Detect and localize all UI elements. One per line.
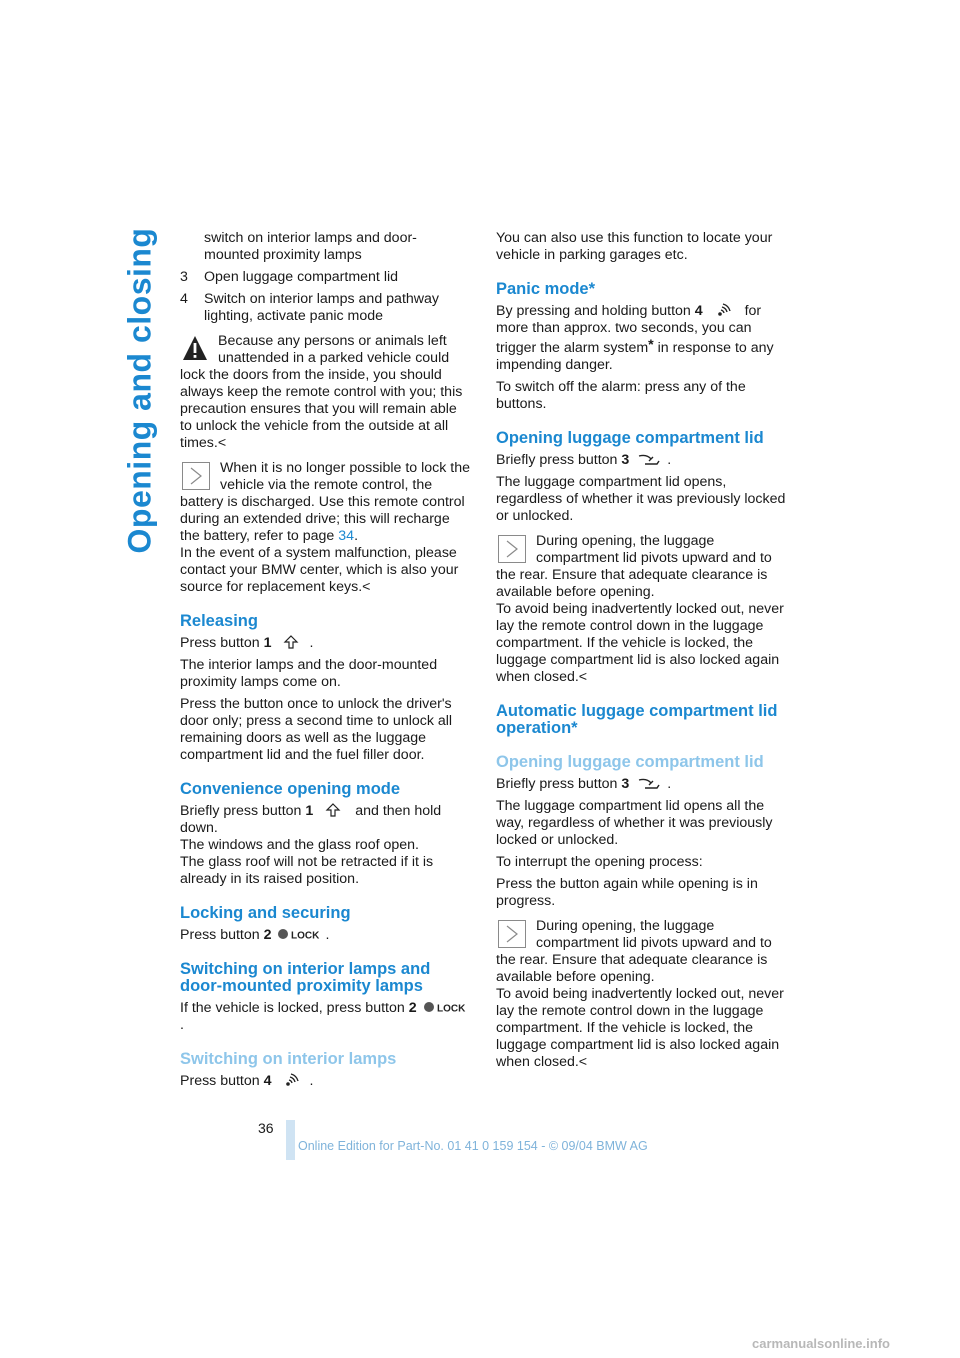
unlock-arrow-icon xyxy=(319,803,349,817)
subsection-heading-interior-lamps: Switching on interior lamps xyxy=(180,1050,397,1068)
footer-edition-text: Online Edition for Part-No. 01 41 0 159 154 - © 09/04 BMW AG xyxy=(298,1139,648,1153)
note-arrow-icon xyxy=(182,462,210,490)
signal-waves-icon xyxy=(709,303,739,317)
svg-text:LOCK: LOCK xyxy=(291,930,320,941)
paragraph: The interior lamps and the door-mounted proximity lamps come on. xyxy=(180,657,438,690)
paragraph: To switch off the alarm: press any of the buttons. xyxy=(496,379,746,412)
paragraph: You can also use this function to locate your vehicle in parking garages etc. xyxy=(496,230,773,263)
section-heading-opening-lid: Opening luggage compartment lid xyxy=(496,429,764,447)
paragraph: Press the button again while opening is in progress. xyxy=(496,876,758,909)
paragraph: By pressing and holding button 4 for more than approx. two seconds, you can trigger the alarm system* in response to any impending danger. xyxy=(496,303,774,373)
warning-note: Because any persons or animals left unattended in a parked vehicle could lock the doors from the inside, you should always keep the remote control with you; this precaution ensures that you will remain able to unlock the vehicle from the outside at all times.< xyxy=(180,333,463,451)
paragraph: Press button 4 . xyxy=(180,1073,314,1089)
watermark: carmanualsonline.info xyxy=(752,1336,890,1351)
paragraph: Briefly press button 3 . xyxy=(496,452,672,468)
section-heading-releasing: Releasing xyxy=(180,612,258,630)
list-item-continuation: switch on interior lamps and door-mounted proximity lamps xyxy=(204,230,417,263)
lock-button-icon xyxy=(423,1000,469,1014)
paragraph: Press button 1 . xyxy=(180,635,314,651)
info-note: When it is no longer possible to lock the vehicle via the remote control, the battery is discharged. Use this remote control during an extended drive; this will recharge the battery, refer to page 34. In the event of a system malfunction, please contact your BMW center, which is also your source for replacement keys.< xyxy=(180,460,470,595)
subsection-heading-opening-lid: Opening luggage compartment lid xyxy=(496,753,764,771)
section-heading-automatic-lid: Automatic luggage compartment lid operation* xyxy=(496,702,778,737)
footer-bar xyxy=(286,1120,295,1160)
right-column xyxy=(496,230,788,1079)
unlock-arrow-icon xyxy=(277,635,307,649)
svg-text:LOCK: LOCK xyxy=(436,1003,465,1014)
paragraph: Press the button once to unlock the driver's door only; press a second time to unlock all remaining doors as well as the luggage compartment lid and the fuel filler door. xyxy=(180,696,453,763)
paragraph: Briefly press button 1 and then hold down. The windows and the glass roof open. The glass roof will not be retracted if it is already in its raised position. xyxy=(180,803,442,887)
section-heading-switching-lamps: Switching on interior lamps and door-mounted proximity lamps xyxy=(180,960,431,995)
note-arrow-icon xyxy=(498,535,526,563)
paragraph: Press button 2 LOCK . xyxy=(180,927,330,943)
page-number: 36 xyxy=(258,1120,274,1136)
info-note: During opening, the luggage compartment lid pivots upward and to the rear. Ensure that adequate clearance is available before opening. To avoid being inadvertently locked out, never lay the remote control down in the luggage compartment. If the vehicle is locked, the luggage compartment lid is also locked again when closed.< xyxy=(496,533,784,685)
warning-triangle-icon xyxy=(182,335,208,361)
side-chapter-title: Opening and closing xyxy=(121,227,158,553)
trunk-open-icon xyxy=(635,776,665,790)
section-heading-convenience: Convenience opening mode xyxy=(180,780,401,798)
paragraph: The luggage compartment lid opens all the way, regardless of whether it was previously locked or unlocked. xyxy=(496,798,773,848)
paragraph: The luggage compartment lid opens, regardless of whether it was previously locked or unlocked. xyxy=(496,474,786,524)
left-column xyxy=(180,230,472,1095)
note-arrow-icon xyxy=(498,920,526,948)
trunk-open-icon xyxy=(635,452,665,466)
section-heading-locking: Locking and securing xyxy=(180,904,351,922)
paragraph: To interrupt the opening process: xyxy=(496,854,703,870)
list-item: 4 Switch on interior lamps and pathway lighting, activate panic mode xyxy=(180,291,440,324)
section-heading-panic: Panic mode* xyxy=(496,280,596,298)
signal-waves-icon xyxy=(277,1073,307,1087)
list-item: 3 Open luggage compartment lid xyxy=(180,269,399,285)
info-note: During opening, the luggage compartment lid pivots upward and to the rear. Ensure that adequate clearance is available before opening. To avoid being inadvertently locked out, never lay the remote control down in the luggage compartment. If the vehicle is locked, the luggage compartment lid is also locked again when closed.< xyxy=(496,918,784,1070)
paragraph: Briefly press button 3 . xyxy=(496,776,672,792)
lock-button-icon xyxy=(277,927,323,941)
paragraph: If the vehicle is locked, press button 2 LOCK . xyxy=(180,1000,472,1034)
page-reference-link[interactable]: 34 xyxy=(338,528,355,544)
